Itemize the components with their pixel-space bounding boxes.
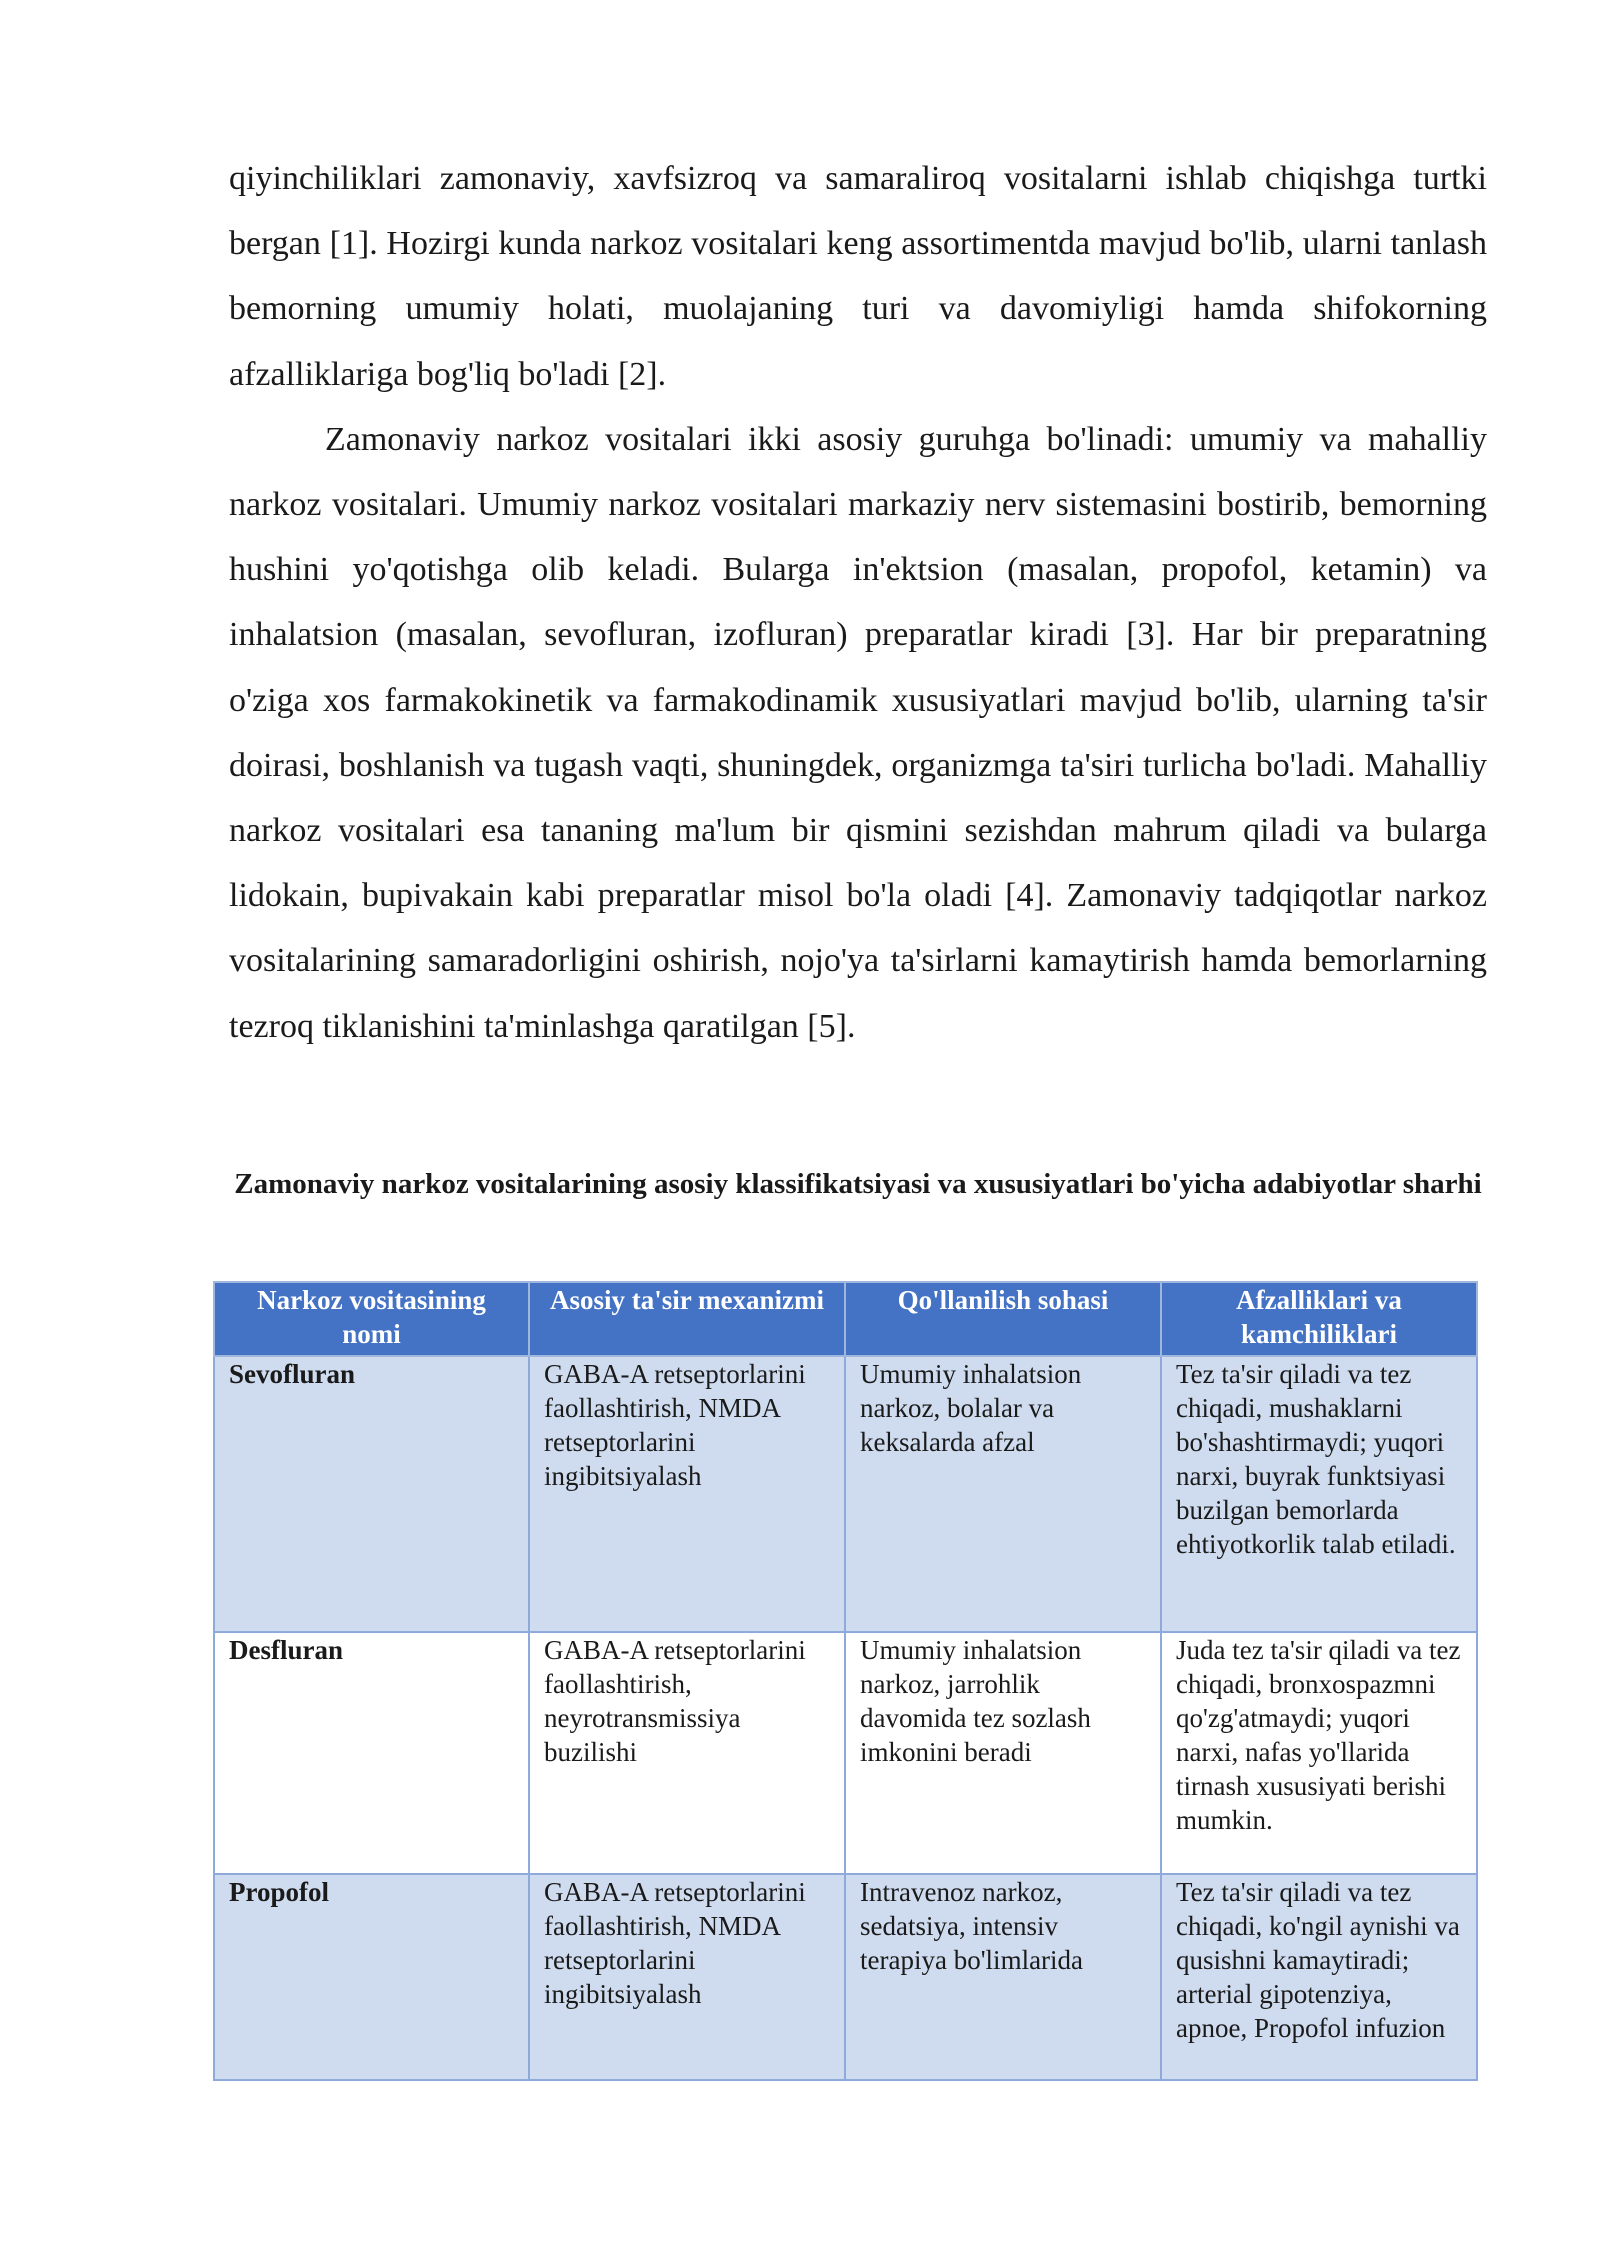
header-agent-name: Narkoz vositasining nomi bbox=[214, 1282, 529, 1356]
cell-application: Intravenoz narkoz, sedatsiya, intensiv terapiya bo'limlarida bbox=[845, 1874, 1161, 2080]
paragraph-classification: Zamonaviy narkoz vositalari ikki asosiy guruhga bo'linadi: umumiy va mahalliy narkoz vositalari. Umumiy narkoz vositalari markaziy nerv sistemasini bostirib, bemorning hushini yo'qotishga olib keladi. Bularga in'ektsion (masalan, propofol, ketamin) va inhalatsion (masalan, sevofluran, izofluran) preparatlar kiradi [3]. Har bir preparatning o'ziga xos farmakokinetik va farmakodinamik xususiyatlari mavjud bo'lib, ularning ta'sir doirasi, boshlanish va tugash vaqti, shuningdek, organizmga ta'siri turlicha bo'ladi. Mahalliy narkoz vositalari esa tananing ma'lum bir qismini sezishdan mahrum qiladi va bularga lidokain, bupivakain kabi preparatlar misol bo'la oladi [4]. Zamonaviy tadqiqotlar narkoz vositalarining samaradorligini oshirish, nojo'ya ta'sirlarni kamaytirish hamda bemorlarning tezroq tiklanishini ta'minlashga qaratilgan [5]. bbox=[229, 420, 1487, 1045]
cell-pros-cons: Tez ta'sir qiladi va tez chiqadi, mushaklarni bo'shashtirmaydi; yuqori narxi, buyrak funktsiyasi buzilgan bemorlarda ehtiyotkorlik talab etiladi. bbox=[1161, 1356, 1477, 1632]
cell-agent-name: Desfluran bbox=[214, 1632, 529, 1874]
header-application: Qo'llanilish sohasi bbox=[845, 1282, 1161, 1356]
cell-application: Umumiy inhalatsion narkoz, bolalar va keksalarda afzal bbox=[845, 1356, 1161, 1632]
cell-pros-cons: Tez ta'sir qiladi va tez chiqadi, ko'ngil aynishi va qusishni kamaytiradi; arterial gipotenziya, apnoe, Propofol infuzion bbox=[1161, 1874, 1477, 2080]
cell-agent-name: Propofol bbox=[214, 1874, 529, 2080]
table-row bbox=[214, 1356, 1477, 1632]
literature-review-table bbox=[213, 1281, 1478, 2081]
cell-agent-name: Sevofluran bbox=[214, 1356, 529, 1632]
cell-mechanism: GABA-A retseptorlarini faollashtirish, NMDA retseptorlarini ingibitsiyalash bbox=[529, 1874, 845, 2080]
table-caption: Zamonaviy narkoz vositalarining asosiy klassifikatsiyasi va xususiyatlari bo'yicha adabiyotlar sharhi bbox=[234, 1168, 1482, 1200]
table-header-row bbox=[214, 1282, 1477, 1356]
table-row bbox=[214, 1874, 1477, 2080]
header-mechanism: Asosiy ta'sir mexanizmi bbox=[529, 1282, 845, 1356]
table-row bbox=[214, 1632, 1477, 1874]
header-pros-cons: Afzalliklari va kamchiliklari bbox=[1161, 1282, 1477, 1356]
body-text bbox=[229, 146, 1487, 1059]
cell-pros-cons: Juda tez ta'sir qiladi va tez chiqadi, bronxospazmni qo'zg'atmaydi; yuqori narxi, nafas yo'llarida tirnash xususiyati berishi mumkin. bbox=[1161, 1632, 1477, 1874]
paragraph-intro: qiyinchiliklari zamonaviy, xavfsizroq va samaraliroq vositalarni ishlab chiqishga turtki bergan [1]. Hozirgi kunda narkoz vositalari keng assortimentda mavjud bo'lib, ularni tanlash bemorning umumiy holati, muolajaning turi va davomiyligi hamda shifokorning afzalliklariga bog'liq bo'ladi [2]. bbox=[229, 160, 1487, 393]
cell-mechanism: GABA-A retseptorlarini faollashtirish, neyrotransmissiya buzilishi bbox=[529, 1632, 845, 1874]
cell-mechanism: GABA-A retseptorlarini faollashtirish, NMDA retseptorlarini ingibitsiyalash bbox=[529, 1356, 845, 1632]
cell-application: Umumiy inhalatsion narkoz, jarrohlik davomida tez sozlash imkonini beradi bbox=[845, 1632, 1161, 1874]
